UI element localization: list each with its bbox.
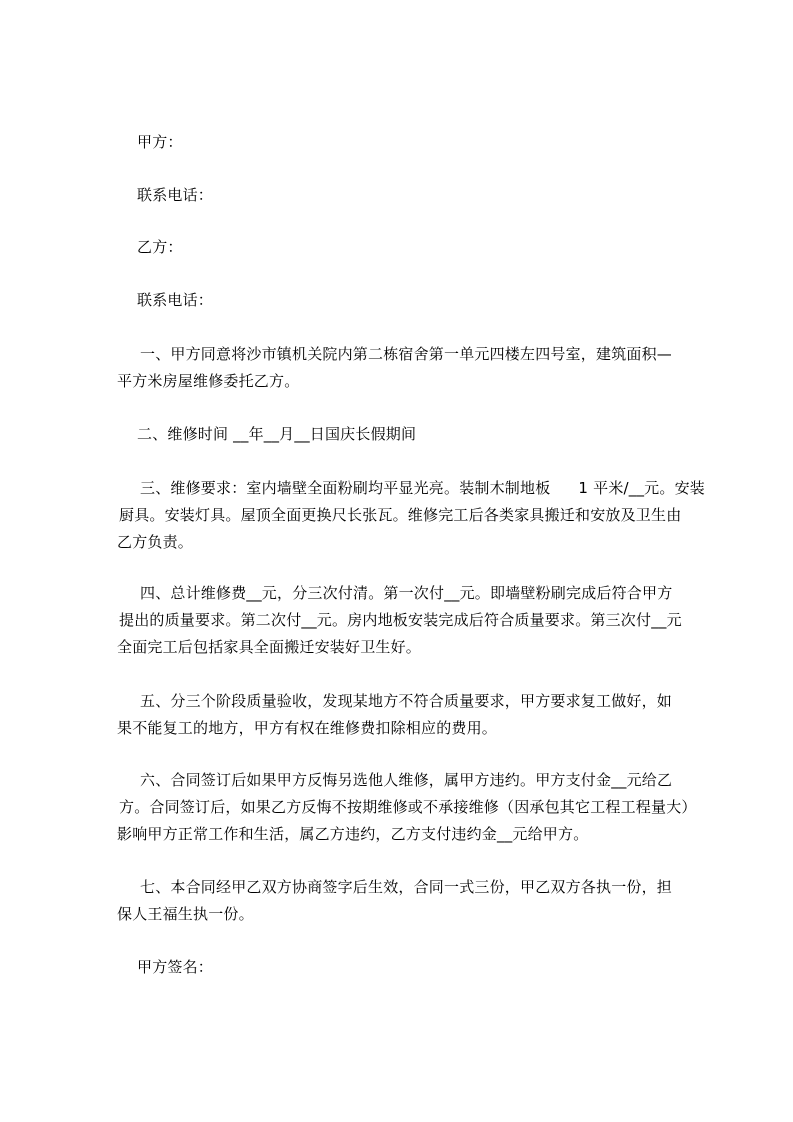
- party-b-label: 乙方：: [137, 238, 183, 256]
- clause-4-line-2: 提出的质量要求。第二次付__元。房内地板安装完成后符合质量要求。第三次付__元: [119, 611, 682, 629]
- clause-3-line-1-part-b: 1 平米/__元。安装: [578, 479, 705, 497]
- clause-5-line-2: 果不能复工的地方，甲方有权在维修费扣除相应的费用。: [117, 719, 498, 737]
- clause-3-line-1-part-a: 三、维修要求：室内墙壁全面粉刷均平显光亮。装制木制地板: [140, 479, 551, 497]
- clause-3-line-3: 乙方负责。: [117, 533, 194, 551]
- party-b-phone-label: 联系电话：: [137, 291, 214, 309]
- party-a-phone-label: 联系电话：: [137, 186, 214, 204]
- clause-7-line-1: 七、本合同经甲乙双方协商签字后生效，合同一式三份，甲乙双方各执一份，担: [140, 878, 673, 896]
- clause-6-line-2: 方。合同签订后，如果乙方反悔不按期维修或不承接维修（因承包其它工程工程量大）: [119, 798, 697, 816]
- clause-6-line-1: 六、合同签订后如果甲方反悔另选他人维修，属甲方违约。甲方支付金__元给乙: [140, 771, 673, 789]
- clause-4-line-1: 四、总计维修费__元，分三次付清。第一次付__元。即墙壁粉刷完成后符合甲方: [140, 584, 673, 602]
- clause-3-line-1: [140, 478, 705, 498]
- clause-5-line-1: 五、分三个阶段质量验收，发现某地方不符合质量要求，甲方要求复工做好，如: [140, 692, 673, 710]
- clause-7-line-2: 保人王福生执一份。: [117, 905, 254, 923]
- clause-4-line-3: 全面完工后包括家具全面搬迁安装好卫生好。: [117, 638, 422, 656]
- clause-2-line-1: 二、维修时间 __年__月__日国庆长假期间: [137, 425, 417, 443]
- clause-1-line-1: 一、甲方同意将沙市镇机关院内第二栋宿舍第一单元四楼左四号室，建筑面积—: [140, 345, 673, 363]
- clause-3-line-2: 厨具。安装灯具。屋顶全面更换尺长张瓦。维修完工后各类家具搬迁和安放及卫生由: [119, 506, 682, 524]
- clause-6-line-3: 影响甲方正常工作和生活，属乙方违约，乙方支付违约金__元给甲方。: [117, 825, 589, 843]
- party-a-label: 甲方：: [137, 133, 183, 151]
- party-a-signature-label: 甲方签名：: [137, 958, 214, 976]
- clause-1-line-2: 平方米房屋维修委托乙方。: [117, 372, 300, 390]
